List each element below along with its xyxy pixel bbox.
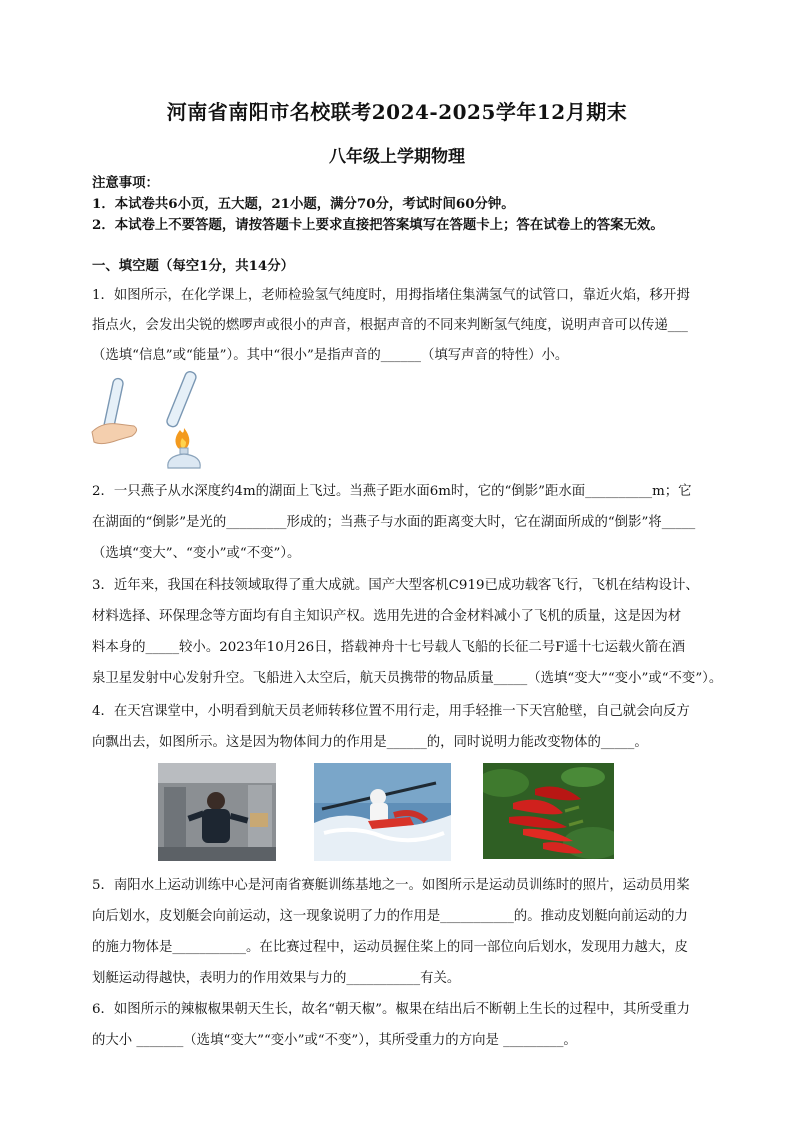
q5-line-1: 5．南阳水上运动训练中心是河南省赛艇训练基地之一。如图所示是运动员训练时的照片，运动员用桨 — [92, 878, 690, 893]
q4-line-1: 4．在天宫课堂中，小明看到航天员老师转移位置不用行走，用手轻推一下天宫舱壁，自己就会向反方 — [92, 704, 690, 719]
q1-line-2: 指点火，会发出尖锐的燃啰声或很小的声音，根据声音的不同来判断氢气纯度，说明声音可以传递___ — [92, 318, 688, 333]
chili-peppers-photo — [483, 763, 614, 859]
q2-line-3: （选填“变大”、“变小”或“不变”）。 — [92, 546, 301, 561]
q5-line-3: 的施力物体是___________。在比赛过程中，运动员握住桨上的同一部位向后划水，发现用力越大，皮 — [92, 940, 688, 955]
q1-line-3: （选填“信息”或“能量”）。其中“很小”是指声音的______（填写声音的特性）小。 — [92, 348, 569, 363]
section-heading: 一、填空题（每空1分，共14分） — [92, 258, 295, 274]
kayak-photo — [314, 763, 451, 861]
q3-line-1: 3．近年来，我国在科技领域取得了重大成就。国产大型客机C919已成功载客飞行，飞机在结构设计、 — [92, 578, 699, 593]
q3-line-2: 材料选择、环保理念等方面均有自主知识产权。选用先进的合金材料减小了飞机的质量，这是因为材 — [92, 609, 682, 624]
q6-line-1: 6．如图所示的辣椒椒果朝天生长，故名“朝天椒”。椒果在结出后不断朝上生长的过程中，其所受重力 — [92, 1002, 691, 1017]
q6-line-2: 的大小 _______（选填“变大”“变小”或“不变”），其所受重力的方向是 _________。 — [92, 1033, 577, 1048]
q1-line-1: 1．如图所示，在化学课上，老师检验氢气纯度时，用拇指堵住集满氢气的试管口，靠近火焰，移开拇 — [92, 288, 690, 303]
q2-line-2: 在湖面的“倒影”是光的_________形成的；当燕子与水面的距离变大时，它在湖面所成的“倒影”将_____ — [92, 515, 696, 530]
q4-line-2: 向飘出去，如图所示。这是因为物体间力的作用是______的，同时说明力能改变物体的_____。 — [92, 735, 648, 750]
notice-item-1: 1．本试卷共6小页，五大题，21小题，满分70分，考试时间60分钟。 — [92, 196, 515, 212]
q3-line-4: 泉卫星发射中心发射升空。飞船进入太空后，航天员携带的物品质量_____（选填“变大”“变小”或“不变”）。 — [92, 671, 723, 686]
q5-line-2: 向后划水，皮划艇会向前运动，这一现象说明了力的作用是___________的。推动皮划艇向前运动的力 — [92, 909, 688, 924]
q3-line-3: 料本身的_____较小。2023年10月26日，搭载神舟十七号载人飞船的长征二号F遥十七运载火箭在酒 — [92, 640, 685, 655]
notice-heading: 注意事项： — [92, 175, 159, 191]
exam-subtitle: 八年级上学期物理 — [329, 147, 465, 167]
q2-line-1: 2．一只燕子从水深度约4m的湖面上飞过。当燕子距水面6m时，它的“倒影”距水面__________m；它 — [92, 484, 692, 499]
notice-item-2: 2．本试卷上不要答题，请按答题卡上要求直接把答案填写在答题卡上；答在试卷上的答案无效。 — [92, 217, 664, 233]
astronaut-photo — [158, 763, 276, 861]
test-tube-flame-illustration — [88, 370, 218, 470]
q5-line-4: 划艇运动得越快，表明力的作用效果与力的___________有关。 — [92, 971, 461, 986]
exam-title: 河南省南阳市名校联考2024-2025学年12月期末 — [166, 100, 628, 124]
